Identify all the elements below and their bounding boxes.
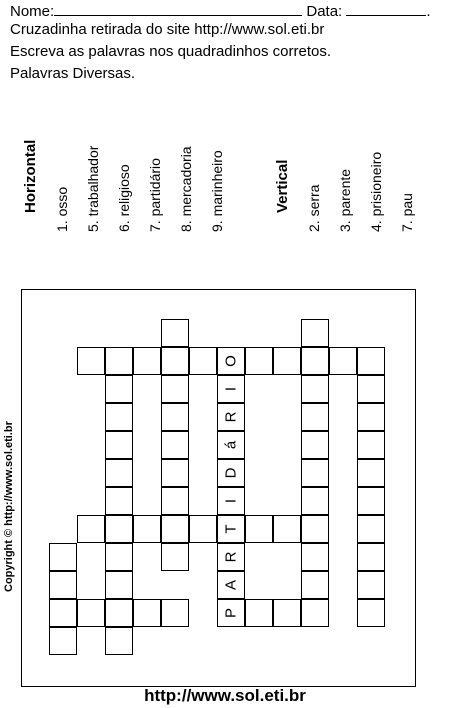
grid-cell[interactable] xyxy=(301,319,329,347)
grid-cell[interactable] xyxy=(357,459,385,487)
date-blank[interactable] xyxy=(346,1,426,16)
grid-cell[interactable] xyxy=(161,599,189,627)
grid-cell[interactable] xyxy=(105,431,133,459)
grid-cell[interactable] xyxy=(105,347,133,375)
grid-letter: á xyxy=(222,440,240,450)
grid-letter: R xyxy=(222,411,240,423)
grid-cell[interactable] xyxy=(217,459,245,487)
grid-cell[interactable] xyxy=(217,347,245,375)
grid-cell[interactable] xyxy=(161,543,189,571)
grid-cell[interactable] xyxy=(357,347,385,375)
clue-h-8: 8. mercadoria xyxy=(178,146,194,232)
grid-cell[interactable] xyxy=(357,543,385,571)
vertical-title: Vertical xyxy=(274,159,291,213)
grid-cell[interactable] xyxy=(105,515,133,543)
grid-letter: I xyxy=(222,498,240,504)
grid-cell[interactable] xyxy=(329,347,357,375)
grid-cell[interactable] xyxy=(161,403,189,431)
grid-cell[interactable] xyxy=(105,459,133,487)
grid-cell[interactable] xyxy=(245,347,273,375)
grid-cell[interactable] xyxy=(161,319,189,347)
grid-cell[interactable] xyxy=(217,571,245,599)
grid-cell[interactable] xyxy=(161,459,189,487)
name-blank[interactable] xyxy=(54,1,302,16)
grid-cell[interactable] xyxy=(301,515,329,543)
grid-cell[interactable] xyxy=(357,431,385,459)
grid-cell[interactable] xyxy=(133,347,161,375)
grid-cell[interactable] xyxy=(105,627,133,655)
horizontal-title: Horizontal xyxy=(22,139,39,213)
name-date-line xyxy=(10,1,431,21)
grid-cell[interactable] xyxy=(49,571,77,599)
grid-cell[interactable] xyxy=(189,515,217,543)
grid-cell[interactable] xyxy=(105,403,133,431)
date-label: Data: xyxy=(306,3,343,20)
grid-cell[interactable] xyxy=(301,543,329,571)
grid-cell[interactable] xyxy=(217,375,245,403)
copyright-text: Copyright © http://www.sol.eti.br xyxy=(3,421,15,592)
grid-cell[interactable] xyxy=(105,599,133,627)
grid-cell[interactable] xyxy=(77,347,105,375)
grid-cell[interactable] xyxy=(273,599,301,627)
grid-cell[interactable] xyxy=(217,487,245,515)
grid-cell[interactable] xyxy=(217,431,245,459)
date-end: . xyxy=(426,3,431,20)
grid-cell[interactable] xyxy=(105,571,133,599)
clue-v-2: 2. serra xyxy=(306,184,322,232)
grid-cell[interactable] xyxy=(161,431,189,459)
clue-h-6: 6. religioso xyxy=(116,164,132,232)
grid-cell[interactable] xyxy=(301,487,329,515)
grid-cell[interactable] xyxy=(301,375,329,403)
clue-h-7: 7. partidário xyxy=(147,158,163,232)
grid-cell[interactable] xyxy=(217,599,245,627)
theme-line: Palavras Diversas. xyxy=(10,65,136,82)
grid-cell[interactable] xyxy=(357,375,385,403)
source-line: Cruzadinha retirada do site http://www.sol.eti.br xyxy=(10,21,325,38)
grid-cell[interactable] xyxy=(133,599,161,627)
grid-cell[interactable] xyxy=(49,627,77,655)
clue-h-5: 5. trabalhador xyxy=(85,145,101,232)
grid-cell[interactable] xyxy=(77,599,105,627)
grid-cell[interactable] xyxy=(77,515,105,543)
grid-cell[interactable] xyxy=(161,515,189,543)
grid-cell[interactable] xyxy=(273,347,301,375)
clue-h-9: 9. marinheiro xyxy=(209,150,225,232)
grid-cell[interactable] xyxy=(245,599,273,627)
clue-v-3: 3. parente xyxy=(337,168,353,232)
grid-cell[interactable] xyxy=(161,375,189,403)
grid-cell[interactable] xyxy=(357,599,385,627)
grid-cell[interactable] xyxy=(245,515,273,543)
instruction-line: Escreva as palavras nos quadradinhos corretos. xyxy=(10,43,332,60)
grid-cell[interactable] xyxy=(357,403,385,431)
grid-cell[interactable] xyxy=(273,515,301,543)
grid-cell[interactable] xyxy=(161,487,189,515)
grid-cell[interactable] xyxy=(133,515,161,543)
clue-v-7: 7. pau xyxy=(399,193,415,232)
grid-letter: T xyxy=(222,524,240,534)
grid-cell[interactable] xyxy=(301,403,329,431)
grid-cell[interactable] xyxy=(357,515,385,543)
grid-cell[interactable] xyxy=(217,515,245,543)
grid-cell[interactable] xyxy=(105,375,133,403)
grid-letter: P xyxy=(222,607,240,619)
grid-cell[interactable] xyxy=(217,403,245,431)
grid-cell[interactable] xyxy=(357,571,385,599)
grid-cell[interactable] xyxy=(301,571,329,599)
crossword-board xyxy=(21,289,416,687)
clue-h-1: 1. osso xyxy=(54,186,70,232)
grid-cell[interactable] xyxy=(49,543,77,571)
grid-letter: O xyxy=(222,355,240,367)
grid-letter: R xyxy=(222,551,240,563)
grid-cell[interactable] xyxy=(301,347,329,375)
grid-cell[interactable] xyxy=(301,459,329,487)
grid-cell[interactable] xyxy=(161,347,189,375)
grid-cell[interactable] xyxy=(189,347,217,375)
grid-cell[interactable] xyxy=(49,599,77,627)
grid-letter: I xyxy=(222,386,240,392)
grid-cell[interactable] xyxy=(301,431,329,459)
name-label: Nome: xyxy=(10,3,55,20)
grid-cell[interactable] xyxy=(301,599,329,627)
grid-cell[interactable] xyxy=(217,543,245,571)
grid-cell[interactable] xyxy=(357,487,385,515)
grid-letter: A xyxy=(222,579,240,591)
footer-url: http://www.sol.eti.br xyxy=(144,686,306,705)
grid-cell[interactable] xyxy=(105,543,133,571)
grid-letter: D xyxy=(222,467,240,479)
clue-v-4: 4. prisioneiro xyxy=(368,151,384,232)
grid-cell[interactable] xyxy=(105,487,133,515)
